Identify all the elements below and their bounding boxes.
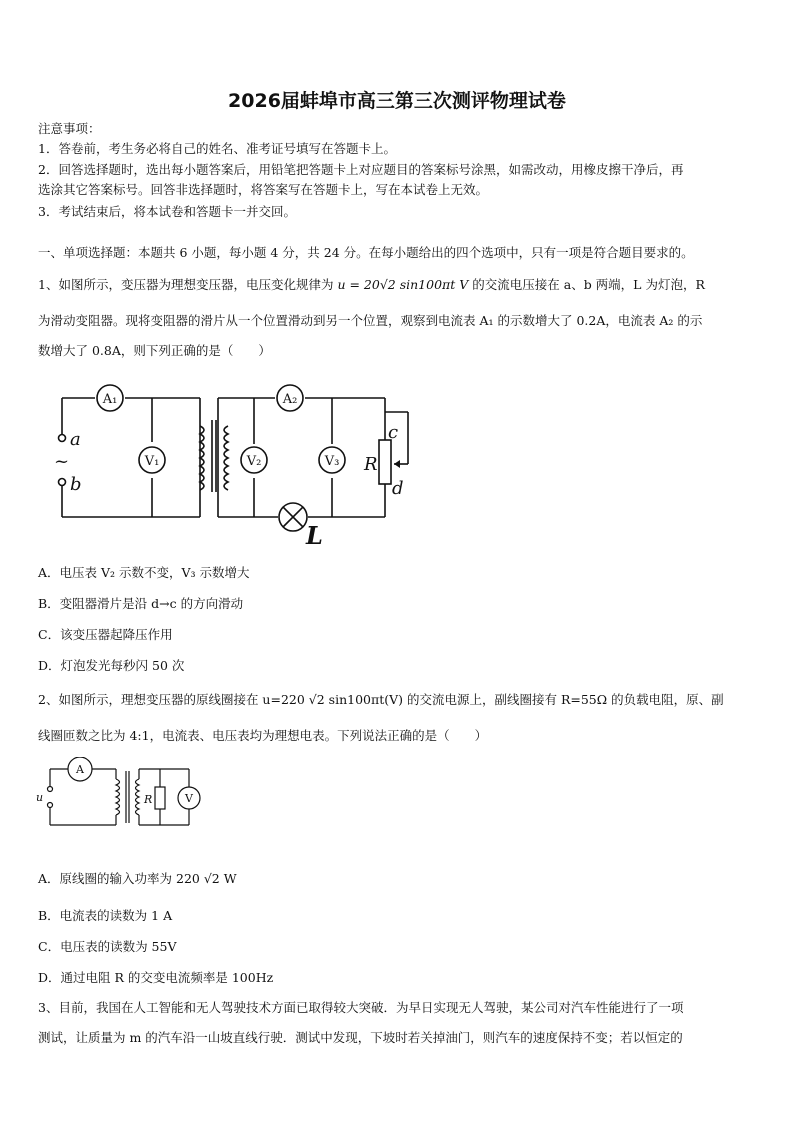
question-1-line1 (38, 277, 758, 293)
q1-option-d: D．灯泡发光每秒闪 50 次 (38, 658, 185, 673)
lamp-l-label: L (306, 521, 323, 550)
slider-c-label: c (388, 422, 399, 443)
source-u-label: u (36, 791, 44, 804)
section-heading: 一、单项选择题：本题共 6 小题，每小题 4 分，共 24 分。在每小题给出的四个选项中，只有一项是符合题目要求的。 (38, 245, 694, 260)
q1-option-c: C．该变压器起降压作用 (38, 627, 173, 642)
resistor-label: R (144, 793, 153, 806)
q1-option-b: B．变阻器滑片是沿 d→c 的方向滑动 (38, 596, 244, 611)
circuit-diagram-q2 (34, 757, 214, 842)
notice-item: 3．考试结束后，将本试卷和答题卡一并交回。 (38, 204, 296, 219)
question-3-line2: 测试，让质量为 m 的汽车沿一山坡直线行驶．测试中发现，下坡时若关掉油门，则汽车的速度保持不变；若以恒定的 (38, 1030, 683, 1045)
notice-heading: 注意事项： (38, 121, 101, 136)
question-2-line1: 2、如图所示，理想变压器的原线圈接在 u=220 √2 sin100πt(V) 的交流电源上，副线圈接有 R=55Ω 的负载电阻，原、副 (38, 692, 724, 707)
q2-option-d: D．通过电阻 R 的交变电流频率是 100Hz (38, 970, 274, 985)
ammeter-a1-label: A₁ (102, 392, 118, 407)
notice-item: 1．答卷前，考生务必将自己的姓名、准考证号填写在答题卡上。 (38, 141, 396, 156)
q1-option-a: A．电压表 V₂ 示数不变，V₃ 示数增大 (38, 565, 250, 580)
ammeter-a2-label: A₂ (282, 392, 298, 407)
q2-option-b: B．电流表的读数为 1 A (38, 908, 173, 923)
voltmeter-v1-label: V₁ (144, 454, 160, 469)
slider-d-label: d (392, 478, 404, 499)
ac-symbol: ~ (54, 451, 70, 472)
terminal-a-label: a (70, 429, 81, 450)
voltmeter-v3-label: V₃ (324, 454, 340, 469)
question-3-line1: 3、目前，我国在人工智能和无人驾驶技术方面已取得较大突破．为早日实现无人驾驶，某公司对汽车性能进行了一项 (38, 1000, 684, 1015)
question-2-line2: 线圈匝数之比为 4:1，电流表、电压表均为理想电表。下列说法正确的是（ ） (38, 728, 488, 743)
circuit-diagram-q1 (50, 382, 420, 552)
notice-item: 选涂其它答案标号。回答非选择题时，将答案写在答题卡上，写在本试卷上无效。 (38, 182, 489, 197)
q1-formula: u = 20√2 sin100πt V (337, 277, 469, 292)
question-1-line2: 为滑动变阻器。现将变阻器的滑片从一个位置滑动到另一个位置，观察到电流表 A₁ 的示数增大了 0.2A，电流表 A₂ 的示 (38, 313, 703, 328)
voltmeter-v2-label: V₂ (246, 454, 262, 469)
ammeter-label: A (76, 763, 84, 776)
terminal-b-label: b (70, 474, 82, 495)
voltmeter-label: V (185, 792, 193, 805)
q2-option-a: A．原线圈的输入功率为 220 √2 W (38, 871, 237, 886)
notice-item: 2．回答选择题时，选出每小题答案后，用铅笔把答题卡上对应题目的答案标号涂黑，如需改动，用橡皮擦干净后，再 (38, 162, 684, 177)
page-title: 2026届蚌埠市高三第三次测评物理试卷 (228, 90, 566, 112)
q1-text-b: 的交流电压接在 a、b 两端，L 为灯泡，R (472, 277, 705, 292)
resistor-r-label: R (364, 454, 378, 475)
question-1-line3: 数增大了 0.8A，则下列正确的是（ ） (38, 343, 271, 358)
q2-option-c: C．电压表的读数为 55V (38, 939, 177, 954)
q1-text-a: 1、如图所示，变压器为理想变压器，电压变化规律为 (38, 277, 334, 292)
